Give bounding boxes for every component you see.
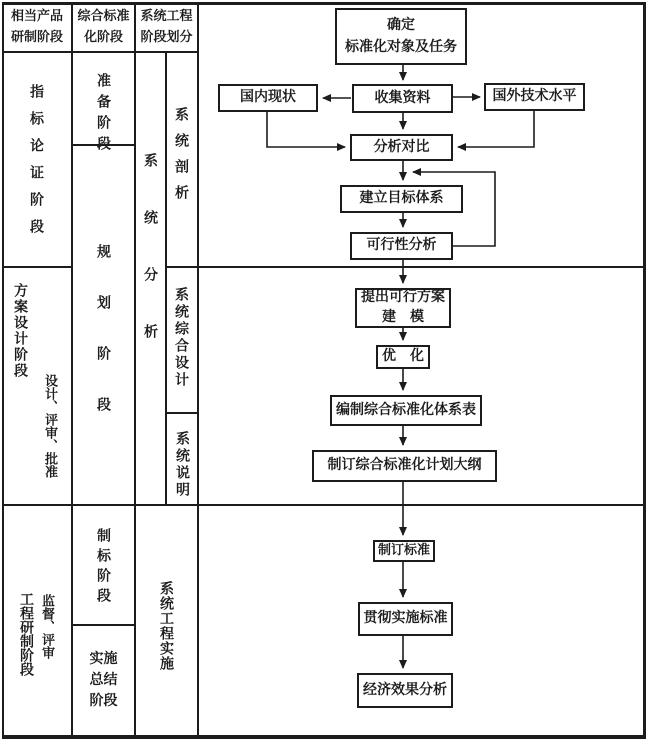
header-comprehensive-standardization-stage-label: 综合标准化阶段 <box>77 9 130 45</box>
flow-box-feasibility-analysis-label: 可行性分析 <box>366 237 437 254</box>
cell-indicator-demonstration-stage: 指标论证阶段 <box>28 84 44 246</box>
header-systems-engineering-stage-label: 系统工程阶段划分 <box>140 9 193 45</box>
header-product-dev-stage-label: 相当产品研制阶段 <box>10 9 63 45</box>
grid-line-col3-sub <box>165 53 167 506</box>
flow-box-domestic-status <box>218 84 318 112</box>
cell-standard-making-stage: 制标阶段 <box>95 528 111 608</box>
flow-box-economic-effect-analysis <box>357 673 453 708</box>
flow-box-goal-system <box>340 185 463 213</box>
flow-box-determine-task-line1: 确定 <box>387 16 415 33</box>
cell-preparation-stage: 准备阶段 <box>95 73 111 157</box>
cell-system-analysis: 系统分析 <box>142 153 158 381</box>
cell-system-dissection: 系统剖析 <box>173 107 189 211</box>
flow-box-standardization-system-table <box>330 395 482 426</box>
grid-line-bottom <box>2 735 645 739</box>
flow-box-analyze-compare <box>350 134 453 161</box>
grid-line-left <box>2 2 4 739</box>
cell-scheme-design-stage: 方案设计阶段 <box>12 283 28 379</box>
flow-box-feasibility-analysis <box>350 232 453 260</box>
cell-scheme-design-note: 设计、评审、批准 <box>42 374 57 478</box>
flow-box-optimize <box>376 345 430 369</box>
flow-box-goal-system-label: 建立目标体系 <box>359 190 444 207</box>
flow-box-implement-standard <box>358 602 453 636</box>
flow-box-collect-data <box>352 84 453 113</box>
cell-systems-engineering-implementation: 系统工程实施 <box>158 581 174 671</box>
cell-engineering-dev-note: 监督、评审 <box>39 594 54 659</box>
flow-box-propose-model-line2: 建 模 <box>382 309 424 325</box>
grid-line-synth-expl <box>166 412 198 414</box>
cell-system-synthesis-design: 系统综合设计 <box>173 287 189 389</box>
cell-system-explanation: 系统说明 <box>174 431 190 499</box>
flow-box-economic-effect-analysis-label: 经济效果分析 <box>363 681 447 698</box>
grid-line-col2-col3 <box>134 3 136 736</box>
flow-box-analyze-compare-label: 分析对比 <box>373 138 430 155</box>
flow-box-standardization-system-table-label: 编制综合标准化体系表 <box>336 401 476 418</box>
flow-box-propose-model-line1: 提出可行方案 <box>361 289 445 306</box>
flow-box-propose-model <box>355 288 451 328</box>
flow-box-make-standard-label: 制订标准 <box>377 542 430 558</box>
grid-line-row1-row2-left <box>3 266 72 268</box>
grid-line-right <box>643 2 646 739</box>
flow-box-domestic-status-label: 国内现状 <box>240 89 296 106</box>
flow-box-collect-data-label: 收集资料 <box>374 89 431 106</box>
flow-box-plan-outline <box>312 450 497 482</box>
arrow-foreign-to-compare <box>458 111 534 147</box>
cell-implementation-summary-stage <box>73 626 134 734</box>
cell-planning-stage: 规划阶段 <box>95 244 111 448</box>
header-comprehensive-standardization-stage <box>73 4 134 51</box>
flow-box-determine-task <box>335 8 467 65</box>
flow-box-foreign-tech-level-label: 国外技术水平 <box>492 88 577 105</box>
flow-box-determine-task-line2: 标准化对象及任务 <box>345 38 457 55</box>
flow-box-optimize-label: 优 化 <box>382 348 424 365</box>
grid-line-header-bottom <box>3 51 198 53</box>
cell-implementation-summary-stage-label: 实施总结阶段 <box>89 650 118 709</box>
arrow-domestic-to-compare <box>267 112 345 147</box>
flow-box-make-standard <box>373 540 435 562</box>
header-systems-engineering-stage <box>136 4 197 51</box>
flow-box-plan-outline-label: 制订综合标准化计划大纲 <box>327 457 482 474</box>
cell-engineering-dev-stage: 工程研制阶段 <box>18 592 34 676</box>
grid-line-row1-row2-right <box>165 266 644 268</box>
grid-line-col3-flow <box>197 3 199 736</box>
grid-line-row2-row3 <box>3 504 644 506</box>
flow-box-implement-standard-label: 贯彻实施标准 <box>363 610 448 627</box>
header-product-dev-stage <box>3 4 71 51</box>
flow-box-foreign-tech-level <box>484 83 585 111</box>
